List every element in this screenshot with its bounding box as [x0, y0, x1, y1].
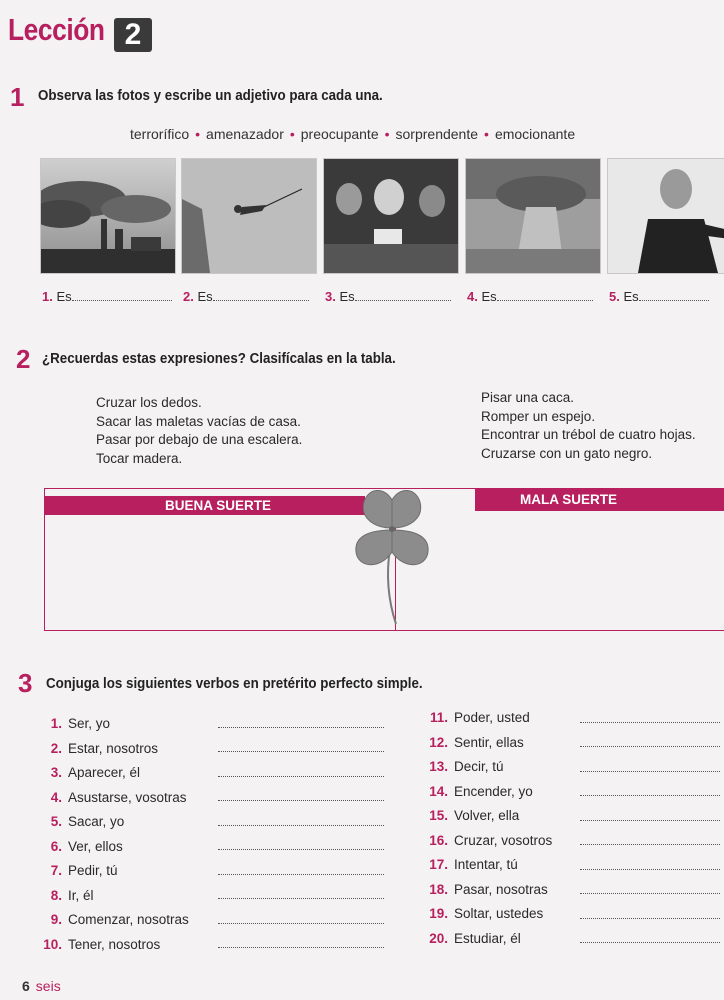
verb-answer-line[interactable]: [580, 721, 720, 723]
verb-item: 9. Comenzar, nosotras: [50, 912, 189, 927]
verb-item: 4. Asustarse, vosotras: [50, 789, 187, 805]
photo-bungee-jump: [181, 158, 317, 274]
verb-answer-line[interactable]: [580, 868, 720, 870]
verb-item: 17. Intentar, tú: [429, 857, 518, 872]
verb-item: 20. Estudiar, él: [429, 930, 521, 946]
verb-item: 14. Encender, yo: [429, 783, 533, 799]
buena-suerte-header: BUENA SUERTE: [165, 498, 272, 513]
verb-item: 15. Volver, ella: [429, 808, 520, 823]
verb-answer-line[interactable]: [218, 824, 384, 826]
verb-item: 10. Tener, nosotros: [43, 936, 161, 952]
answer-1: 1. Es: [42, 289, 172, 304]
verb-answer-line[interactable]: [218, 897, 384, 899]
page-number: 6 seis: [22, 978, 61, 994]
verb-item: 8. Ir, él: [50, 887, 94, 903]
expression-item: Encontrar un trébol de cuatro hojas.: [481, 427, 696, 442]
expressions-left: [96, 394, 302, 468]
verb-answer-line[interactable]: [218, 922, 384, 924]
verb-answer-line[interactable]: [580, 819, 720, 821]
word-bank: terrorífico • amenazador • preocupante • sorprendente • emocionante: [130, 126, 576, 142]
expression-item: Pasar por debajo de una escalera.: [96, 432, 303, 447]
photo-angry-man: [607, 158, 724, 274]
verb-answer-line[interactable]: [218, 946, 384, 948]
section-2-title: ¿Recuerdas estas expresiones? Clasifícalas en la tabla.: [42, 351, 396, 367]
expression-item: Romper un espejo.: [481, 408, 596, 424]
answer-4: 4. Es: [467, 289, 593, 304]
section-3-title: Conjuga los siguientes verbos en pretérito perfecto simple.: [46, 676, 423, 692]
mala-suerte-cell[interactable]: [400, 517, 724, 627]
table-header-right: [475, 489, 724, 511]
verb-list-left: [40, 712, 420, 957]
verb-item: 18. Pasar, nosotras: [429, 881, 548, 897]
expression-item: Pisar una caca.: [481, 390, 575, 405]
word-bank-item: amenazador: [206, 126, 284, 142]
expression-item: Cruzar los dedos.: [96, 395, 202, 410]
verb-item: 2. Estar, nosotros: [50, 740, 159, 756]
verb-answer-line[interactable]: [580, 892, 720, 894]
verb-answer-line[interactable]: [580, 917, 720, 919]
expression-item: Cruzarse con un gato negro.: [481, 445, 653, 461]
verb-item: 6. Ver, ellos: [50, 838, 123, 854]
photo-scared-girls: [323, 158, 459, 274]
verb-item: 7. Pedir, tú: [50, 863, 118, 878]
verb-item: 19. Soltar, ustedes: [429, 906, 544, 921]
answer-line[interactable]: [497, 290, 593, 301]
section-1-title: Observa las fotos y escribe un adjetivo para cada una.: [38, 88, 383, 104]
verb-answer-line[interactable]: [580, 794, 720, 796]
verb-answer-line[interactable]: [218, 726, 384, 728]
answer-5: 5. Es: [609, 289, 709, 304]
verb-answer-line[interactable]: [580, 770, 720, 772]
verb-answer-line[interactable]: [218, 873, 384, 875]
word-bank-item: preocupante: [300, 126, 379, 142]
verb-item: 5. Sacar, yo: [50, 814, 125, 829]
answer-line[interactable]: [213, 290, 309, 301]
verb-answer-line[interactable]: [580, 941, 720, 943]
verb-answer-line[interactable]: [218, 775, 384, 777]
word-bank-item: terrorífico: [130, 126, 190, 142]
section-1-number: 1: [10, 82, 25, 112]
verb-answer-line[interactable]: [580, 745, 720, 747]
verb-item: 3. Aparecer, él: [50, 765, 141, 780]
expression-item: Tocar madera.: [96, 450, 183, 466]
verb-item: 13. Decir, tú: [429, 759, 504, 774]
answer-line[interactable]: [72, 290, 172, 301]
verb-answer-line[interactable]: [218, 799, 384, 801]
photo-factory-smoke: [40, 158, 176, 274]
verb-answer-line[interactable]: [218, 848, 384, 850]
word-bank-item: emocionante: [494, 126, 576, 142]
verb-item: 16. Cruzar, vosotros: [429, 832, 553, 848]
verb-list-right: [426, 706, 586, 951]
verb-answer-line[interactable]: [218, 750, 384, 752]
answer-3: 3. Es: [325, 289, 451, 304]
verb-item: 11. Poder, usted: [429, 710, 530, 725]
word-bank-item: sorprendente: [395, 126, 479, 142]
lesson-number-badge: 2: [114, 18, 152, 52]
photo-rock-formation: [465, 158, 601, 274]
section-3-number: 3: [18, 668, 33, 698]
section-2-number: 2: [16, 344, 31, 374]
verb-item: 1. Ser, yo: [50, 716, 111, 731]
clover-icon: [344, 478, 440, 628]
answer-2: 2. Es: [183, 289, 309, 304]
expression-item: Sacar las maletas vacías de casa.: [96, 413, 301, 429]
lesson-title: Lección: [8, 12, 105, 47]
verb-answer-line[interactable]: [580, 843, 720, 845]
table-header-left: [45, 496, 365, 515]
answer-line[interactable]: [639, 290, 709, 301]
buena-suerte-cell[interactable]: [45, 517, 390, 627]
mala-suerte-header: MALA SUERTE: [520, 492, 617, 507]
expressions-right: [481, 389, 696, 463]
verb-item: 12. Sentir, ellas: [429, 734, 524, 750]
answer-line[interactable]: [355, 290, 451, 301]
